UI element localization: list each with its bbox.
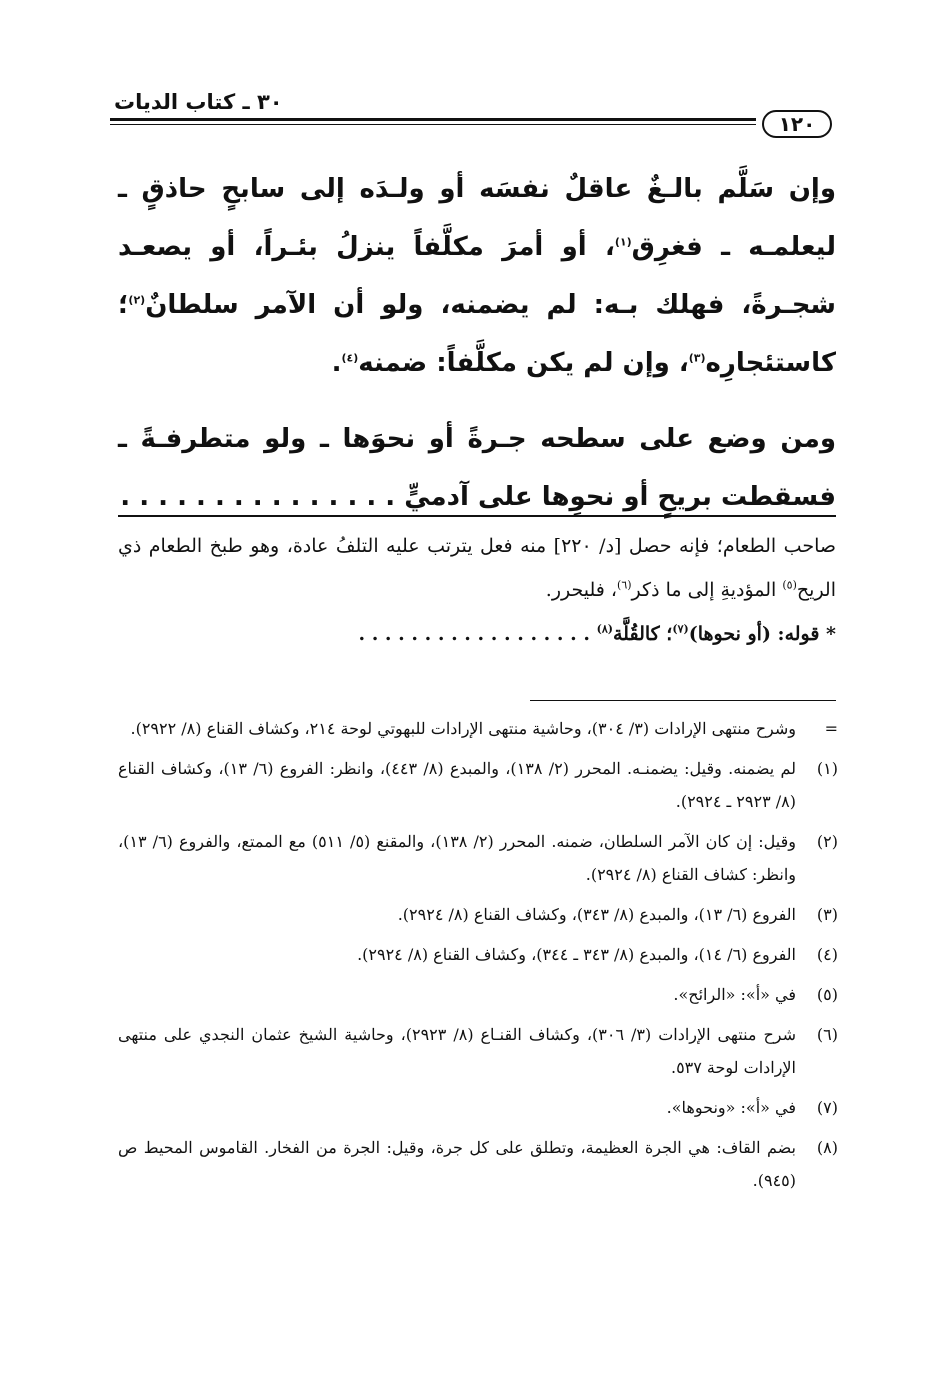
footnote-text: في «أ»: «ونحوها». — [666, 1098, 796, 1117]
footnote — [118, 752, 838, 818]
footnote — [118, 1091, 838, 1124]
footnote-mark: (٥) — [816, 985, 838, 1004]
main-text-divider — [118, 515, 836, 517]
chapter-title: ٣٠ ـ كتاب الديات — [114, 90, 283, 114]
footnote-mark: (٦) — [816, 1025, 838, 1044]
footnote-mark: (١) — [816, 759, 838, 778]
commentary-segment: * قوله: (أو نحوها) — [688, 623, 836, 645]
commentary-paragraph — [118, 524, 836, 612]
footnote-ref: (٧) — [672, 622, 689, 636]
page-header — [110, 86, 835, 146]
continuation-dots: . . . . . . . . . . . . . . . . . . — [358, 623, 590, 645]
commentary-segment: صاحب الطعام؛ فإنه حصل [د/ ٢٢٠] منه فعل يترتب عليه التلفُ عادة، وهو طبخ الطعام ذي الريح — [118, 535, 836, 601]
footnote-mark: (٨) — [816, 1138, 838, 1157]
main-text-segment: . — [331, 348, 342, 378]
footnote-ref: (٢) — [128, 293, 146, 307]
footnote — [118, 1131, 838, 1197]
footnote-mark: = — [824, 719, 838, 738]
commentary-segment: المؤديةِ إلى ما ذكر — [631, 579, 783, 601]
footnote — [118, 712, 838, 745]
header-rule-thick — [110, 118, 756, 121]
commentary-paragraph — [118, 612, 836, 656]
footnote — [118, 898, 838, 931]
footnote-mark: (٣) — [816, 905, 838, 924]
header-rule-thin — [110, 124, 756, 125]
page-number: ١٢٠ — [762, 110, 832, 138]
footnote — [118, 978, 838, 1011]
footnote-text: الفروع (٦/ ١٣)، والمبدع (٨/ ٣٤٣)، وكشاف القناع (٨/ ٢٩٢٤). — [397, 905, 796, 924]
commentary-segment: ، فليحرر. — [545, 579, 618, 601]
footnote-mark: (٢) — [816, 832, 838, 851]
footnote-text: شرح منتهى الإرادات (٣/ ٣٠٦)، وكشاف القنـاع (٨/ ٢٩٢٣)، وحاشية الشيخ عثمان النجدي على منتهى الإرادات لوحة ٥٣٧. — [118, 1025, 797, 1077]
main-text-segment: ، أو أمرَ مكلَّفاً ينزلُ بئـراً، أو يصعـد شجـرةً، فهلك بـه: لم يضمنه، ولو أن الآمر سلطانٌ — [118, 232, 836, 320]
main-text-segment: وإن سَلَّم بالـغٌ عاقلٌ نفسَه أو ولـدَه إلى سابحٍ حاذقٍ ـ ليعلمـه ـ فغرِق — [118, 174, 836, 262]
main-text — [118, 160, 836, 526]
main-text-segment: ومن وضع على سطحه جـرةً أو نحوَها ـ ولو متطرفـةً ـ فسقطت بريحٍ أو نحوِها على آدميٍّ — [118, 424, 836, 512]
footnote-ref: (٥) — [782, 578, 797, 592]
footnote-divider — [530, 700, 836, 701]
footnote-text: في «أ»: «الرائح». — [673, 985, 796, 1004]
commentary-text — [118, 524, 836, 656]
footnote-text: وشرح منتهى الإرادات (٣/ ٣٠٤)، وحاشية منتهى الإرادات للبهوتي لوحة ٢١٤، وكشاف القناع (٨/ ٢٩٢٢). — [130, 719, 796, 738]
footnote-mark: (٧) — [816, 1098, 838, 1117]
continuation-dots: . . . . . . . . . . . . . . . — [120, 482, 396, 512]
footnote-mark: (٤) — [816, 945, 838, 964]
footnote-text: لم يضمنه. وقيل: يضمنـه. المحرر (٢/ ١٣٨)، والمبدع (٨/ ٤٤٣)، وانظر: الفروع (٦/ ١٣)، وكشاف القناع (٨/ ٢٩٢٣ ـ ٢٩٢٤). — [118, 759, 797, 811]
footnote-ref: (٦) — [617, 578, 632, 592]
footnote-ref: (٨) — [596, 622, 613, 636]
main-paragraph — [118, 410, 836, 526]
main-text-segment: ، وإن لم يكن مكلَّفاً: ضمنه — [358, 348, 689, 378]
footnote-text: وقيل: إن كان الآمر السلطان، ضمنه. المحرر (٢/ ١٣٨)، والمقنع (٥/ ٥١١) مع الممتع، والفروع (٦/ ١٣)، وانظر: كشاف القناع (٨/ ٢٩٢٤). — [118, 832, 797, 884]
footnotes — [118, 712, 838, 1204]
footnote-text: بضم القاف: هي الجرة العظيمة، وتطلق على كل جرة، وقيل: الجرة من الفخار. القاموس المحيط ص (٩٤٥). — [118, 1138, 797, 1190]
main-paragraph — [118, 160, 836, 392]
footnote — [118, 1018, 838, 1084]
footnote-ref: (٣) — [688, 351, 706, 365]
footnote-ref: (٤) — [341, 351, 359, 365]
footnote — [118, 938, 838, 971]
footnote-text: الفروع (٦/ ١٤)، والمبدع (٨/ ٣٤٣ ـ ٣٤٤)، وكشاف القناع (٨/ ٢٩٢٤). — [357, 945, 796, 964]
main-text-segment: ؛ كاستئجارِه — [118, 290, 836, 378]
footnote-ref: (١) — [614, 235, 632, 249]
commentary-segment: ؛ كالقُلَّة — [612, 623, 673, 645]
footnote — [118, 825, 838, 891]
